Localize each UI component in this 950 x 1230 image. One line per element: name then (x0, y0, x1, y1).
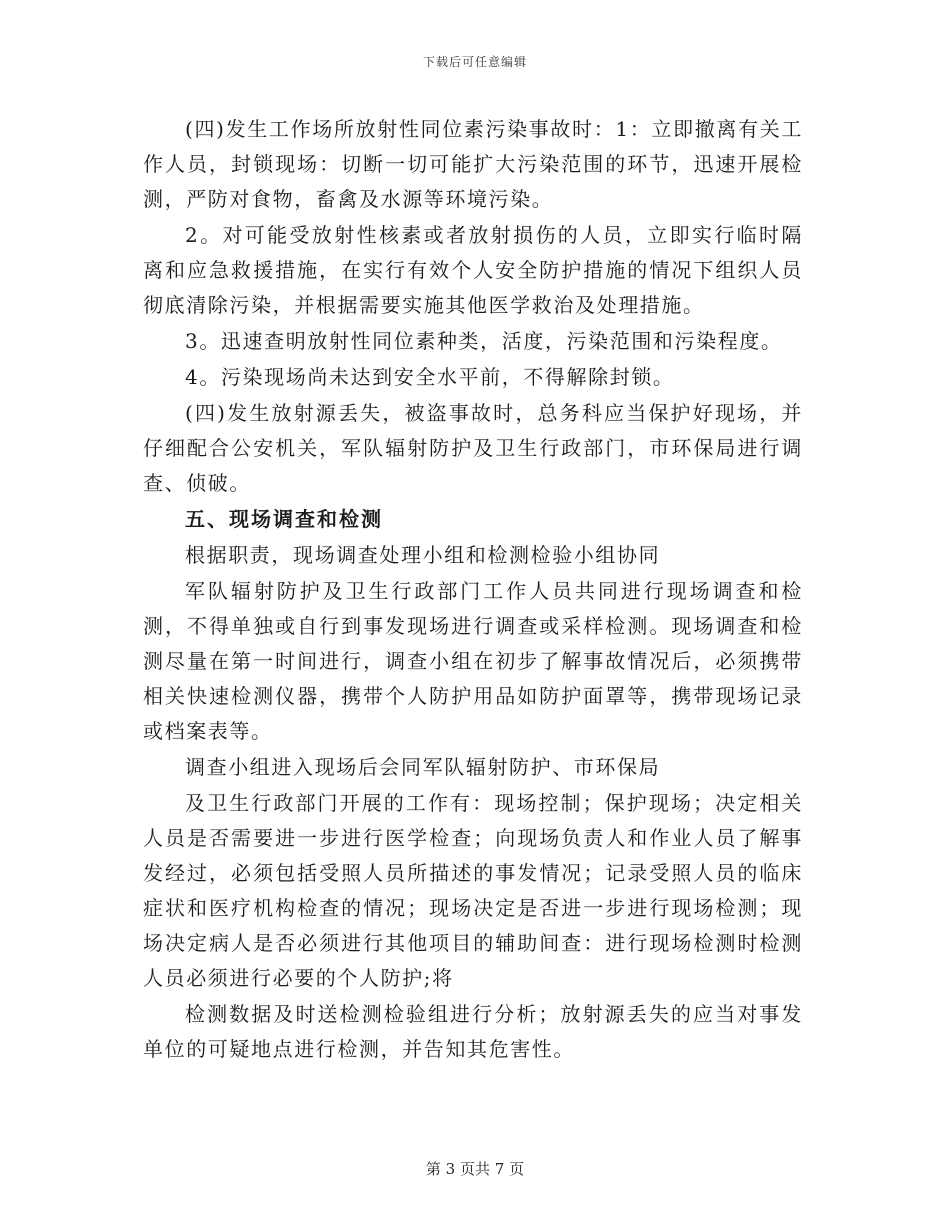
page-footer: 第 3 页共 7 页 (425, 1160, 525, 1178)
document-body (143, 112, 803, 1067)
paragraph-isolation-rescue: 2。对可能受放射性核素或者放射损伤的人员，立即实行临时隔离和应急救援措施，在实行有效个人安全防护措施的情况下组织人员彻底清除污染，并根据需要实施其他医学救治及处理措施。 (143, 223, 803, 317)
paragraph-team-enters-site: 调查小组进入现场后会同军队辐射防护、市环保局 (185, 755, 661, 779)
section-heading-investigation: 五、现场调查和检测 (185, 507, 383, 531)
paragraph-responsibilities: 根据职责，现场调查处理小组和检测检验小组协同 (185, 543, 661, 567)
paragraph-source-lost: (四)发生放射源丢失，被盗事故时，总务科应当保护好现场，并仔细配合公安机关，军队辐射防护及卫生行政部门，市环保局进行调查、侦破。 (143, 401, 803, 495)
paragraph-data-analysis: 检测数据及时送检测检验组进行分析；放射源丢失的应当对事发单位的可疑地点进行检测，并告知其危害性。 (143, 1002, 803, 1061)
paragraph-identify-isotope: 3。迅速查明放射性同位素种类，活度，污染范围和污染程度。 (185, 329, 783, 353)
paragraph-site-lockdown: 4。污染现场尚未达到安全水平前，不得解除封锁。 (185, 365, 675, 389)
page-header: 下载后可任意编辑 (422, 55, 527, 69)
paragraph-contamination-accident: (四)发生工作场所放射性同位素污染事故时：1：立即撤离有关工作人员，封锁现场：切断一切可能扩大污染范围的环节，迅速开展检测，严防对食物，畜禽及水源等环境污染。 (143, 117, 803, 211)
paragraph-joint-investigation: 军队辐射防护及卫生行政部门工作人员共同进行现场调查和检测，不得单独或自行到事发现场进行调查或采样检测。现场调查和检测尽量在第一时间进行，调查小组在初步了解事故情况后，必须携带相关快速检测仪器，携带个人防护用品如防护面罩等，携带现场记录或档案表等。 (143, 579, 803, 743)
paragraph-site-tasks: 及卫生行政部门开展的工作有：现场控制；保护现场；决定相关人员是否需要进一步进行医学检查；向现场负责人和作业人员了解事发经过，必须包括受照人员所描述的事发情况；记录受照人员的临床症状和医疗机构检查的情况；现场决定是否进一步进行现场检测；现场决定病人是否必须进行其他项目的辅助间查：进行现场检测时检测人员必须进行必要的个人防护;将 (143, 791, 803, 990)
